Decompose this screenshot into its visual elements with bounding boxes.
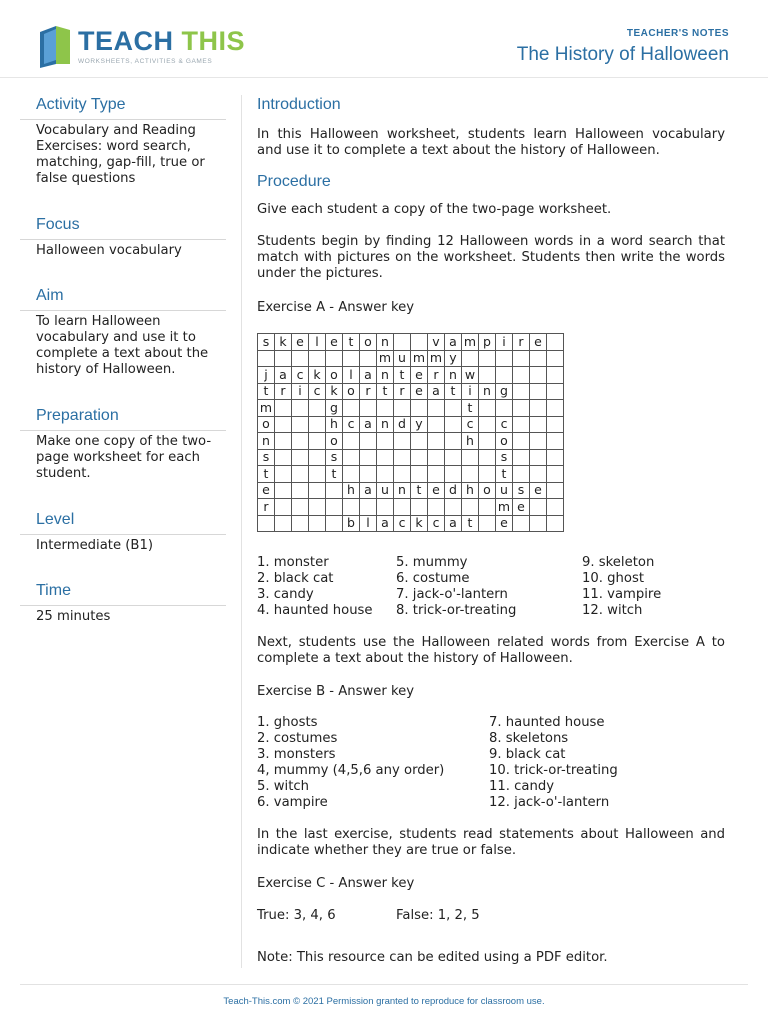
word-search-cell: e: [411, 383, 428, 400]
word-search-row: [258, 466, 564, 483]
word-search-cell: [445, 433, 462, 450]
word-search-cell: [479, 449, 496, 466]
word-search-cell: k: [309, 367, 326, 384]
word-search-cell: [411, 466, 428, 483]
word-search-row: [258, 400, 564, 417]
word-search-cell: [411, 334, 428, 351]
word-search-cell: [275, 433, 292, 450]
word-search-cell: n: [377, 367, 394, 384]
word-search-cell: s: [496, 449, 513, 466]
word-search-cell: k: [326, 383, 343, 400]
word-search-cell: [496, 350, 513, 367]
answer-item: 6. costume: [396, 571, 470, 586]
word-search-cell: [258, 515, 275, 532]
word-search-cell: [513, 416, 530, 433]
word-search-cell: i: [292, 383, 309, 400]
answer-item: 5. mummy: [396, 555, 468, 570]
word-search-cell: [479, 499, 496, 516]
word-search-cell: w: [462, 367, 479, 384]
word-search-cell: [479, 350, 496, 367]
word-search-cell: [496, 367, 513, 384]
word-search-cell: n: [377, 416, 394, 433]
word-search-row: [258, 334, 564, 351]
word-search-cell: s: [513, 482, 530, 499]
word-search-cell: [530, 350, 547, 367]
word-search-cell: [547, 499, 564, 516]
word-search-cell: [360, 499, 377, 516]
word-search-cell: [513, 449, 530, 466]
word-search-cell: [309, 449, 326, 466]
word-search-cell: p: [479, 334, 496, 351]
word-search-cell: a: [275, 367, 292, 384]
word-search-cell: m: [428, 350, 445, 367]
word-search-cell: h: [343, 482, 360, 499]
word-search-cell: [445, 449, 462, 466]
word-search-cell: [309, 499, 326, 516]
word-search-cell: [326, 499, 343, 516]
word-search-cell: [343, 499, 360, 516]
word-search-cell: t: [462, 515, 479, 532]
word-search-cell: [275, 350, 292, 367]
word-search-cell: e: [428, 482, 445, 499]
word-search-cell: [547, 449, 564, 466]
word-search-cell: s: [258, 449, 275, 466]
sidebar-divider: [20, 310, 226, 311]
word-search-cell: [377, 449, 394, 466]
word-search-cell: a: [360, 482, 377, 499]
level-text: Intermediate (B1): [36, 538, 154, 553]
word-search-cell: [275, 499, 292, 516]
word-search-cell: [360, 449, 377, 466]
word-search-cell: l: [343, 367, 360, 384]
word-search-cell: c: [309, 383, 326, 400]
answer-item: 1. ghosts: [257, 715, 318, 730]
word-search-cell: [530, 466, 547, 483]
word-search-cell: e: [326, 334, 343, 351]
word-search-cell: [377, 433, 394, 450]
word-search-cell: [530, 416, 547, 433]
word-search-cell: [326, 482, 343, 499]
word-search-cell: r: [360, 383, 377, 400]
exercise-b-intro: Next, students use the Halloween related words from Exercise A to complete a text about the history of Halloween.: [257, 635, 725, 666]
word-search-cell: o: [496, 433, 513, 450]
time-heading: Time: [36, 582, 71, 599]
word-search-cell: h: [326, 416, 343, 433]
word-search-cell: [445, 499, 462, 516]
word-search-cell: [309, 416, 326, 433]
word-search-cell: [309, 433, 326, 450]
word-search-cell: [377, 499, 394, 516]
word-search-cell: e: [258, 482, 275, 499]
sidebar-divider: [20, 119, 226, 120]
word-search-cell: r: [428, 367, 445, 384]
word-search-cell: [496, 400, 513, 417]
word-search-cell: s: [258, 334, 275, 351]
word-search-cell: n: [258, 433, 275, 450]
word-search-cell: b: [343, 515, 360, 532]
logo-wordmark: TEACH THIS: [78, 26, 246, 56]
word-search-cell: [343, 433, 360, 450]
word-search-cell: n: [377, 334, 394, 351]
word-search-cell: o: [258, 416, 275, 433]
answer-item: 9. skeleton: [582, 555, 655, 570]
word-search-cell: [411, 400, 428, 417]
word-search-cell: s: [326, 449, 343, 466]
word-search-cell: [428, 449, 445, 466]
word-search-cell: [479, 433, 496, 450]
word-search-cell: h: [462, 433, 479, 450]
word-search-cell: [462, 466, 479, 483]
word-search-cell: m: [462, 334, 479, 351]
word-search-cell: y: [445, 350, 462, 367]
word-search-cell: [547, 482, 564, 499]
word-search-cell: [513, 515, 530, 532]
aim-text: To learn Halloween vocabulary and use it to complete a text about the history of Halloween.: [36, 314, 209, 377]
sidebar-divider: [20, 430, 226, 431]
word-search-cell: [394, 400, 411, 417]
word-search-cell: d: [445, 482, 462, 499]
word-search-cell: [530, 367, 547, 384]
procedure-paragraph-2: Students begin by finding 12 Halloween words in a word search that match with pictures on the worksheet. Students then write the words under the pictures.: [257, 234, 725, 281]
word-search-cell: k: [411, 515, 428, 532]
answer-item: 11. candy: [489, 779, 555, 794]
word-search-cell: t: [377, 383, 394, 400]
word-search-cell: [394, 433, 411, 450]
word-search-cell: [547, 334, 564, 351]
answer-item: 4. haunted house: [257, 603, 373, 618]
word-search-cell: [377, 400, 394, 417]
word-search-cell: [513, 466, 530, 483]
answer-item: 4, mummy (4,5,6 any order): [257, 763, 445, 778]
answer-item: 3. candy: [257, 587, 314, 602]
word-search-cell: i: [496, 334, 513, 351]
word-search-cell: [309, 350, 326, 367]
activity-type-heading: Activity Type: [36, 96, 126, 113]
word-search-cell: [394, 334, 411, 351]
word-search-cell: [513, 433, 530, 450]
word-search-cell: [513, 383, 530, 400]
answer-item: 8. skeletons: [489, 731, 569, 746]
answer-item: 9. black cat: [489, 747, 566, 762]
word-search-cell: c: [343, 416, 360, 433]
word-search-cell: [530, 515, 547, 532]
word-search-cell: [530, 449, 547, 466]
introduction-heading: Introduction: [257, 96, 341, 113]
word-search-row: [258, 482, 564, 499]
word-search-cell: [428, 466, 445, 483]
answer-item: 3. monsters: [257, 747, 336, 762]
word-search-cell: [428, 400, 445, 417]
word-search-cell: [292, 482, 309, 499]
word-search-cell: [462, 350, 479, 367]
word-search-cell: [445, 466, 462, 483]
answer-item: 10. ghost: [582, 571, 645, 586]
word-search-cell: [360, 466, 377, 483]
exercise-c-true: True: 3, 4, 6: [257, 908, 336, 923]
word-search-cell: t: [326, 466, 343, 483]
word-search-cell: [292, 433, 309, 450]
word-search-cell: [479, 367, 496, 384]
word-search-cell: [547, 433, 564, 450]
procedure-paragraph-1: Give each student a copy of the two-page worksheet.: [257, 202, 612, 217]
word-search-cell: o: [326, 367, 343, 384]
word-search-cell: m: [258, 400, 275, 417]
word-search-row: [258, 499, 564, 516]
word-search-cell: [309, 482, 326, 499]
word-search-cell: [462, 449, 479, 466]
word-search-cell: [275, 400, 292, 417]
word-search-cell: [292, 499, 309, 516]
word-search-cell: [309, 515, 326, 532]
word-search-cell: j: [258, 367, 275, 384]
word-search-cell: c: [428, 515, 445, 532]
word-search-row: [258, 383, 564, 400]
word-search-cell: n: [394, 482, 411, 499]
introduction-text: In this Halloween worksheet, students learn Halloween vocabulary and use it to complete a text about the history of Halloween.: [257, 127, 725, 158]
word-search-cell: [275, 515, 292, 532]
word-search-cell: [547, 416, 564, 433]
word-search-cell: e: [530, 482, 547, 499]
focus-text: Halloween vocabulary: [36, 243, 182, 258]
word-search-cell: e: [513, 499, 530, 516]
word-search-cell: [292, 515, 309, 532]
word-search-cell: [479, 416, 496, 433]
preparation-text: Make one copy of the two-page worksheet for each student.: [36, 434, 212, 481]
exercise-b-label: Exercise B - Answer key: [257, 684, 415, 699]
word-search-cell: u: [394, 350, 411, 367]
copyright-footer: Teach-This.com © 2021 Permission granted to reproduce for classroom use.: [223, 996, 545, 1007]
word-search-cell: [428, 433, 445, 450]
word-search-cell: [326, 350, 343, 367]
answer-item: 7. jack-o'-lantern: [396, 587, 508, 602]
exercise-c-intro: In the last exercise, students read statements about Halloween and indicate whether they are true or false.: [257, 827, 725, 858]
column-divider: [241, 95, 242, 968]
footer-divider: [20, 984, 748, 985]
book-logo-icon: [36, 24, 74, 68]
word-search-cell: o: [326, 433, 343, 450]
word-search-cell: [462, 499, 479, 516]
word-search-cell: [513, 350, 530, 367]
word-search-cell: [292, 416, 309, 433]
word-search-cell: [547, 515, 564, 532]
word-search-cell: t: [411, 482, 428, 499]
word-search-cell: u: [377, 482, 394, 499]
exercise-c-label: Exercise C - Answer key: [257, 876, 415, 891]
word-search-cell: o: [360, 334, 377, 351]
word-search-cell: [360, 350, 377, 367]
word-search-cell: t: [496, 466, 513, 483]
word-search-cell: [411, 499, 428, 516]
word-search-cell: [428, 499, 445, 516]
level-heading: Level: [36, 511, 75, 528]
word-search-cell: [479, 515, 496, 532]
aim-heading: Aim: [36, 287, 64, 304]
document-title: The History of Halloween: [516, 44, 729, 65]
answer-item: 12. witch: [582, 603, 643, 618]
word-search-cell: c: [292, 367, 309, 384]
word-search-cell: l: [309, 334, 326, 351]
word-search-cell: a: [360, 367, 377, 384]
word-search-cell: [360, 433, 377, 450]
word-search-cell: [547, 367, 564, 384]
word-search-cell: [479, 466, 496, 483]
word-search-cell: t: [462, 400, 479, 417]
word-search-cell: r: [394, 383, 411, 400]
word-search-cell: [411, 433, 428, 450]
word-search-cell: t: [445, 383, 462, 400]
word-search-row: [258, 515, 564, 532]
word-search-cell: o: [479, 482, 496, 499]
word-search-cell: i: [462, 383, 479, 400]
header-divider: [0, 77, 768, 78]
word-search-cell: d: [394, 416, 411, 433]
word-search-cell: c: [462, 416, 479, 433]
answer-item: 2. black cat: [257, 571, 334, 586]
exercise-a-label: Exercise A - Answer key: [257, 300, 415, 315]
answer-item: 10. trick-or-treating: [489, 763, 618, 778]
word-search-cell: [292, 400, 309, 417]
word-search-cell: a: [377, 515, 394, 532]
answer-item: 8. trick-or-treating: [396, 603, 517, 618]
word-search-cell: [513, 367, 530, 384]
word-search-cell: c: [394, 515, 411, 532]
word-search-cell: [530, 433, 547, 450]
procedure-heading: Procedure: [257, 173, 331, 190]
word-search-cell: e: [411, 367, 428, 384]
word-search-cell: [309, 400, 326, 417]
word-search-cell: a: [445, 334, 462, 351]
word-search-row: [258, 350, 564, 367]
word-search-cell: [343, 466, 360, 483]
preparation-heading: Preparation: [36, 407, 119, 424]
word-search-cell: g: [496, 383, 513, 400]
word-search-cell: [530, 400, 547, 417]
word-search-cell: [547, 400, 564, 417]
word-search-row: [258, 433, 564, 450]
word-search-cell: [275, 466, 292, 483]
word-search-cell: e: [530, 334, 547, 351]
answer-item: 7. haunted house: [489, 715, 605, 730]
exercise-c-false: False: 1, 2, 5: [396, 908, 480, 923]
word-search-cell: m: [377, 350, 394, 367]
word-search-cell: t: [258, 466, 275, 483]
word-search-cell: v: [428, 334, 445, 351]
word-search-cell: [275, 482, 292, 499]
word-search-cell: [394, 499, 411, 516]
word-search-cell: [292, 466, 309, 483]
word-search-grid: [257, 333, 564, 532]
word-search-cell: [275, 449, 292, 466]
word-search-cell: a: [428, 383, 445, 400]
word-search-cell: [258, 350, 275, 367]
answer-item: 11. vampire: [582, 587, 662, 602]
word-search-cell: [547, 466, 564, 483]
word-search-cell: [428, 416, 445, 433]
answer-item: 1. monster: [257, 555, 329, 570]
focus-heading: Focus: [36, 216, 80, 233]
word-search-cell: r: [513, 334, 530, 351]
logo-tagline: WORKSHEETS, ACTIVITIES & GAMES: [78, 58, 213, 65]
word-search-cell: t: [394, 367, 411, 384]
answer-item: 5. witch: [257, 779, 310, 794]
word-search-cell: k: [275, 334, 292, 351]
sidebar-divider: [20, 239, 226, 240]
teachers-notes-label: TEACHER'S NOTES: [626, 28, 729, 39]
sidebar-divider: [20, 605, 226, 606]
word-search-row: [258, 367, 564, 384]
word-search-cell: l: [360, 515, 377, 532]
word-search-cell: n: [479, 383, 496, 400]
word-search-cell: [360, 400, 377, 417]
word-search-cell: c: [496, 416, 513, 433]
word-search-cell: [292, 350, 309, 367]
sidebar-divider: [20, 534, 226, 535]
word-search-row: [258, 449, 564, 466]
word-search-cell: r: [275, 383, 292, 400]
word-search-cell: [530, 499, 547, 516]
word-search-cell: o: [343, 383, 360, 400]
word-search-cell: [547, 383, 564, 400]
word-search-cell: [513, 400, 530, 417]
word-search-cell: u: [496, 482, 513, 499]
word-search-cell: [530, 383, 547, 400]
word-search-cell: [343, 400, 360, 417]
time-text: 25 minutes: [36, 609, 111, 624]
word-search-cell: [411, 449, 428, 466]
word-search-cell: [479, 400, 496, 417]
word-search-cell: [394, 466, 411, 483]
word-search-cell: r: [258, 499, 275, 516]
word-search-cell: [309, 466, 326, 483]
word-search-cell: n: [445, 367, 462, 384]
word-search-cell: [326, 515, 343, 532]
word-search-cell: t: [258, 383, 275, 400]
word-search-cell: [343, 350, 360, 367]
word-search-cell: [377, 466, 394, 483]
answer-item: 6. vampire: [257, 795, 328, 810]
word-search-cell: y: [411, 416, 428, 433]
word-search-cell: [547, 350, 564, 367]
word-search-cell: [275, 416, 292, 433]
answer-item: 2. costumes: [257, 731, 338, 746]
word-search-row: [258, 416, 564, 433]
word-search-cell: a: [360, 416, 377, 433]
word-search-cell: m: [496, 499, 513, 516]
word-search-cell: e: [496, 515, 513, 532]
pdf-editor-note: Note: This resource can be edited using a PDF editor.: [257, 950, 608, 965]
teach-this-logo: [36, 22, 246, 70]
answer-item: 12. jack-o'-lantern: [489, 795, 610, 810]
word-search-cell: [394, 449, 411, 466]
word-search-cell: t: [343, 334, 360, 351]
word-search-cell: g: [326, 400, 343, 417]
word-search-cell: [292, 449, 309, 466]
word-search-cell: a: [445, 515, 462, 532]
word-search-cell: e: [292, 334, 309, 351]
activity-type-text: Vocabulary and Reading Exercises: word search, matching, gap-fill, true or false questions: [36, 123, 205, 186]
word-search-cell: h: [462, 482, 479, 499]
word-search-cell: [445, 400, 462, 417]
word-search-cell: [445, 416, 462, 433]
word-search-cell: m: [411, 350, 428, 367]
word-search-cell: [343, 449, 360, 466]
